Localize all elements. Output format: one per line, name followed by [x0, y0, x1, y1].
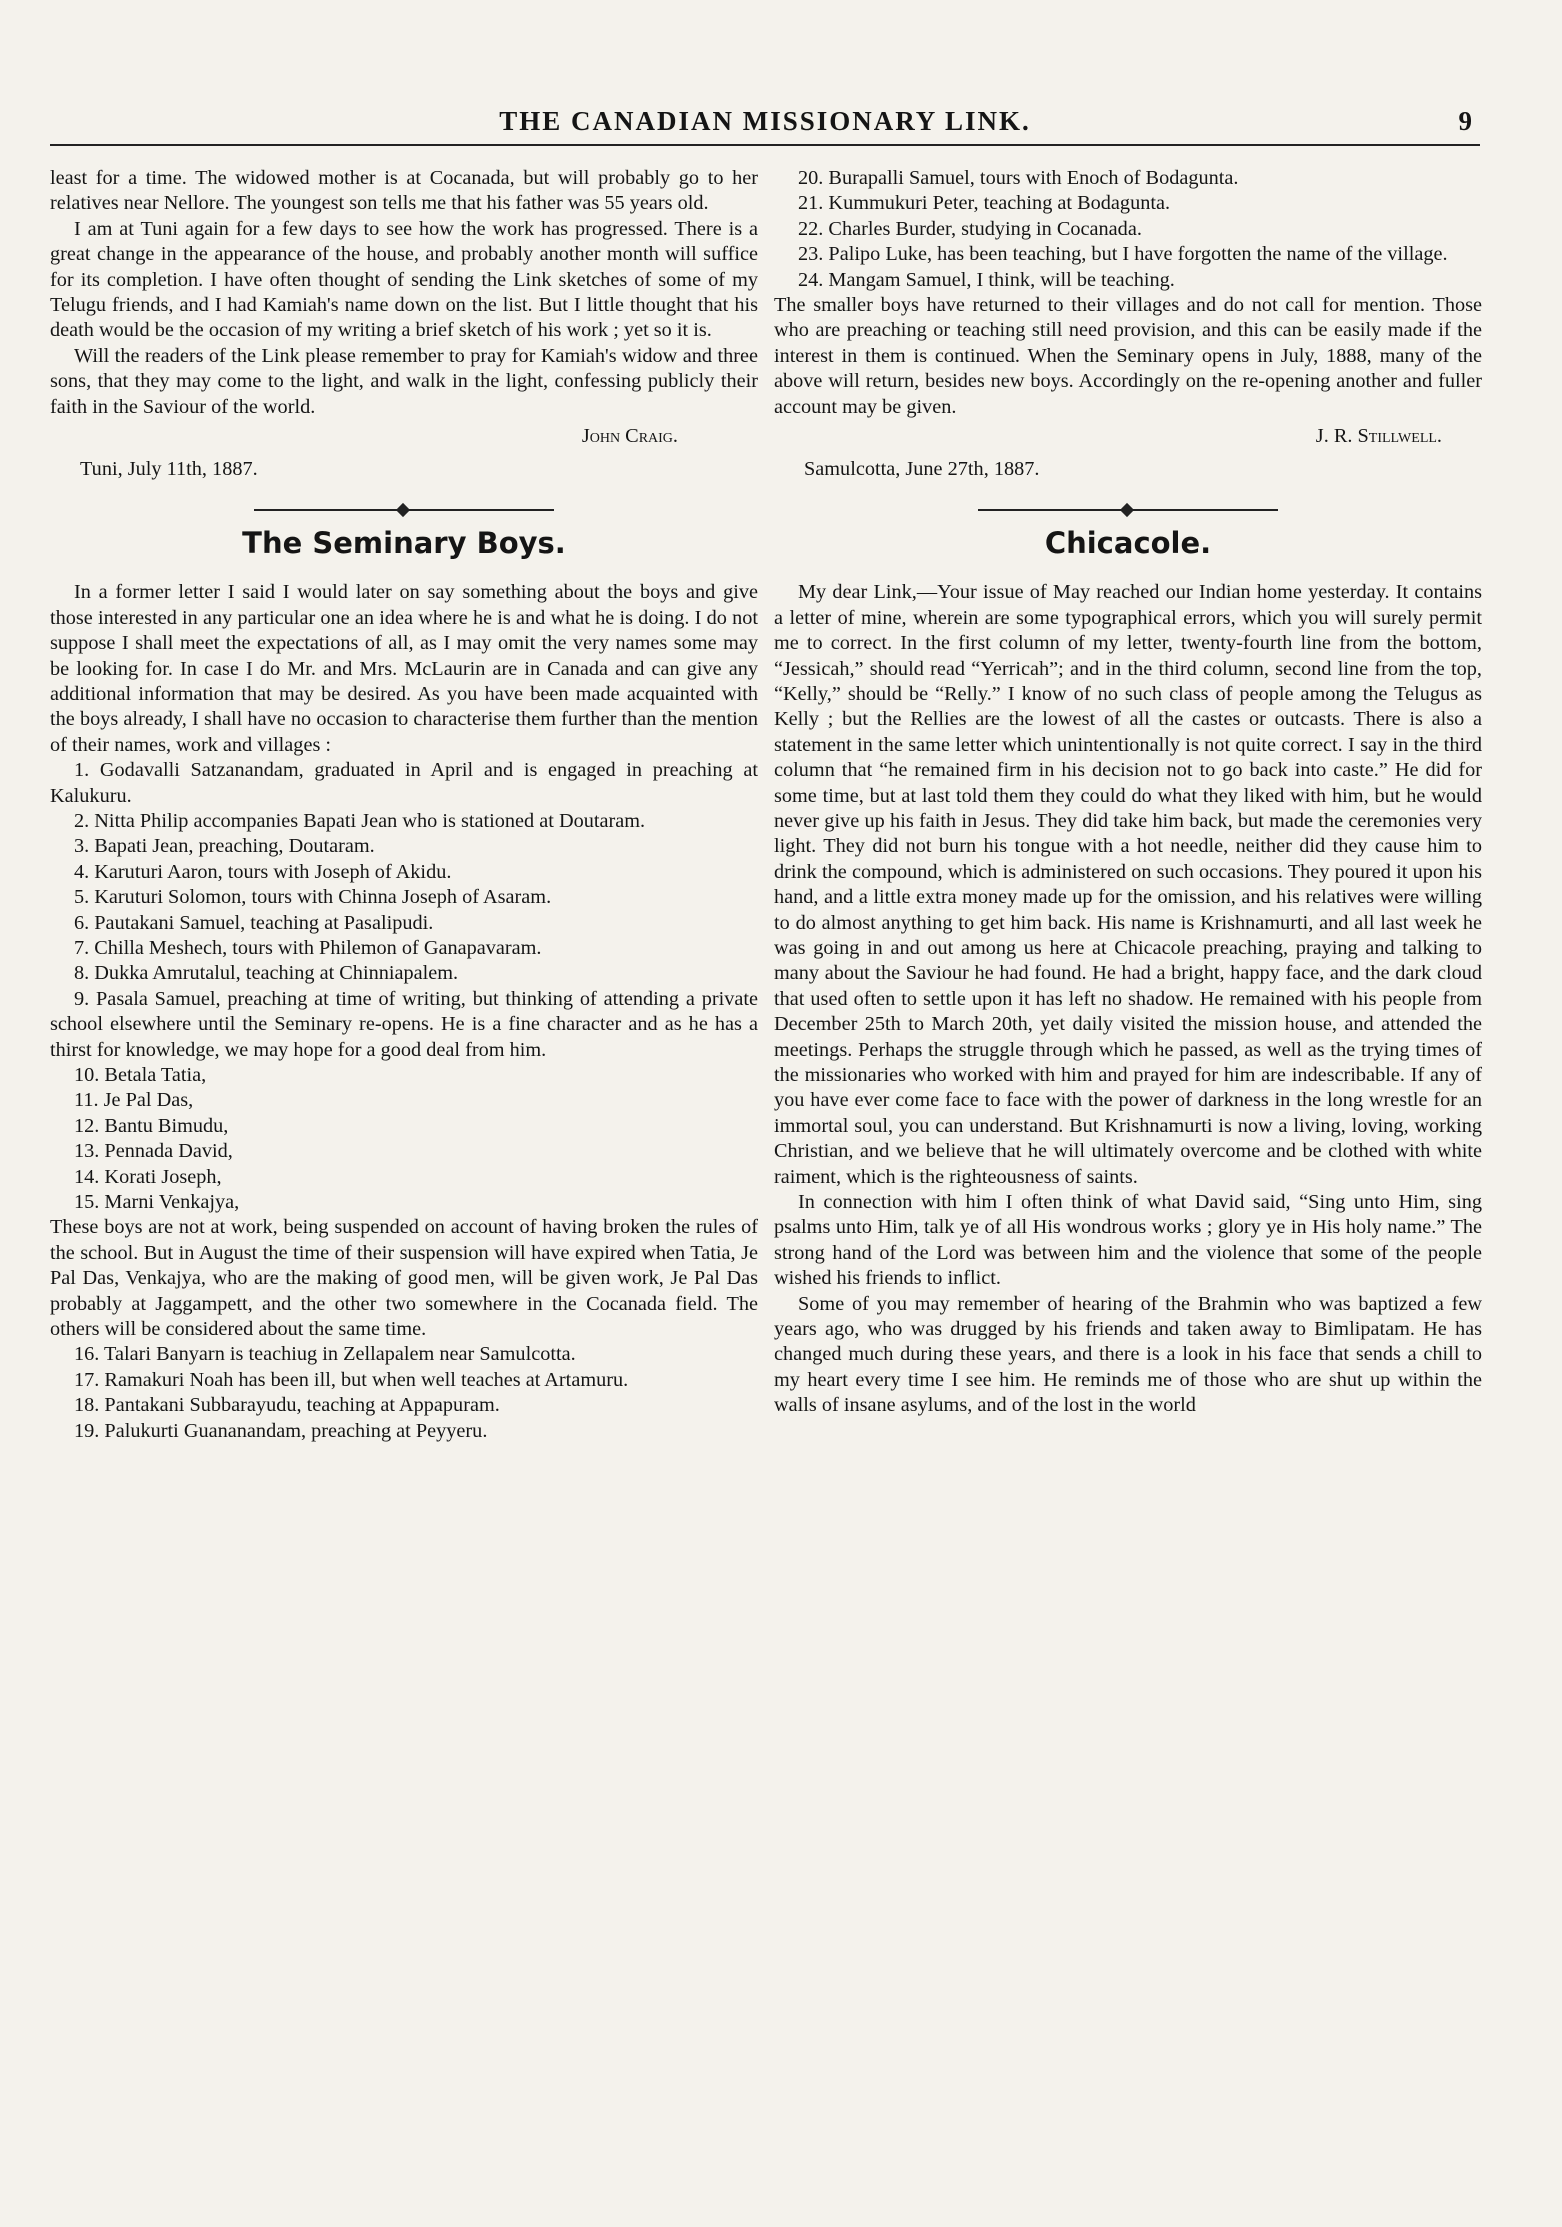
list-item: 14. Korati Joseph,: [74, 1165, 222, 1188]
list-item: 20. Burapalli Samuel, tours with Enoch of Bodagunta.: [798, 167, 1239, 189]
signature-stillwell: J. R. Stillwell.: [1315, 425, 1442, 448]
left-column: [50, 166, 758, 1444]
list-item: 7. Chilla Meshech, tours with Philemon of Ganapavaram.: [74, 936, 542, 959]
paragraph-smaller-boys: The smaller boys have returned to their villages and do not call for mention. Those who are preaching or teaching still need provision, and this can be easily made if the interest in them is continued. When the Seminary opens in July, 1888, many of the above will return, besides new boys. Accordingly on the re-opening another and fuller account may be given.: [774, 294, 1482, 418]
list-item: 18. Pantakani Subbarayudu, teaching at Appapuram.: [74, 1394, 500, 1417]
list-item: 15. Marni Venkajya,: [74, 1191, 240, 1214]
list-item: 24. Mangam Samuel, I think, will be teaching.: [798, 268, 1175, 291]
list-item: 2. Nitta Philip accompanies Bapati Jean who is stationed at Doutaram.: [74, 809, 646, 832]
list-item: 4. Karuturi Aaron, tours with Joseph of Akidu.: [74, 860, 452, 883]
page-header: [50, 104, 1480, 146]
list-item: 17. Ramakuri Noah has been ill, but when well teaches at Artamuru.: [74, 1368, 629, 1391]
boys-list-b: [50, 1342, 758, 1444]
list-item: 19. Palukurti Guananandam, preaching at Peyyeru.: [74, 1419, 488, 1442]
paragraph-intro: In a former letter I said I would later on say something about the boys and give those interested in any particular one an idea where he is and what he is doing. I do not suppose I shall meet the expectations of all, as I may omit the very names some may be looking for. In case I do Mr. and Mrs. McLaurin are in Canada and can give any additional information that may be desired. As you have been made acquainted with the boys already, I shall have no occasion to characterise them further than the mention of their names, work and villages :: [50, 581, 758, 756]
dateline: Samulcotta, June 27th, 1887.: [804, 458, 1040, 481]
paragraph: In connection with him I often think of what David said, “Sing unto Him, sing psalms unto Him, talk ye of all His wondrous works ; glory ye in His holy name.” The strong hand of the Lord was between him and the violence that some of the people wished his friends to inflict.: [774, 1191, 1482, 1290]
paragraph: Will the readers of the Link please remember to pray for Kamiah's widow and three sons, that they may come to the light, and walk in the light, confessing publicly their faith in the Saviour of the world.: [50, 344, 758, 418]
list-item: 23. Palipo Luke, has been teaching, but I have forgotten the name of the village.: [798, 243, 1448, 266]
list-item: 13. Pennada David,: [74, 1140, 233, 1163]
list-item: 5. Karuturi Solomon, tours with Chinna Joseph of Asaram.: [74, 886, 552, 909]
section-divider: [254, 509, 554, 511]
divider-ornament-icon: [1120, 503, 1134, 517]
list-item: 22. Charles Burder, studying in Cocanada.: [798, 217, 1142, 240]
page-number: 9: [1458, 106, 1472, 136]
publication-title: THE CANADIAN MISSIONARY LINK.: [499, 106, 1031, 136]
list-item: 1. Godavalli Satzanandam, graduated in April and is engaged in preaching at Kalukuru.: [50, 759, 758, 807]
list-item: 12. Bantu Bimudu,: [74, 1114, 229, 1137]
section-title-chicacole: Chicacole.: [1044, 525, 1212, 560]
list-item: 10. Betala Tatia,: [74, 1064, 207, 1086]
list-item: 21. Kummukuri Peter, teaching at Bodagunta.: [798, 192, 1171, 215]
paragraph: Some of you may remember of hearing of the Brahmin who was baptized a few years ago, who was drugged by his friends and taken away to Bimlipatam. He has changed much during these years, and there is a look in his face that sends a chill to my heart every time I see him. He reminds me of those who are shut up within the walls of insane asylums, and of the lost in the world: [774, 1292, 1482, 1417]
paragraph-continued: least for a time. The widowed mother is at Cocanada, but will probably go to her relatives near Nellore. The youngest son tells me that his father was 55 years old.: [50, 167, 758, 215]
right-column: [774, 166, 1482, 1419]
section-divider: [978, 509, 1278, 511]
paragraph: My dear Link,—Your issue of May reached our Indian home yesterday. It contains a letter of mine, wherein are some typographical errors, which you will surely permit me to correct. In the first column of my letter, twenty-fourth line from the bottom, “Jessicah,” should read “Yerricah”; and in the third column, second line from the top, “Kelly,” should be “Relly.” I know of no such class of people among the Telugus as Kelly ; but the Rellies are the lowest of all the castes or outcasts. There is also a statement in the same letter which unintentionally is not quite correct. I say in the third column that “he remained firm in his decision not to go back into caste.” He did for some time, but at last told them they could do what they liked with him, but he would never give up his faith in Jesus. They did take him back, but made the ceremonies very light. They did not burn his tongue with a hot needle, neither did they cause him to drink the compound, which is administered on such occasions. They poured it upon his hand, and a little extra money made up for the omission, and his relatives were willing to do almost anything to get him back. His name is Krishnamurti, and all last week he was going in and out among us here at Chicacole preaching, praying and talking to many about the Saviour he had found. He had a bright, happy face, and the dark cloud that used often to settle upon it has left no shadow. He remained with his people from December 25th to March 20th, yet daily visited the mission house, and attended the meetings. Perhaps the struggle through which he passed, as well as the trying times of the missionaries who worked with him and prayed for him are indescribable. If any of you have ever come face to face with the power of darkness in the long wrestle for an immortal soul, you can understand. But Krishnamurti is now a living, loving, working Christian, and we believe that he will ultimately overcome and be clothed with white raiment, which is the righteousness of saints.: [774, 581, 1482, 1188]
list-item: 16. Talari Banyarn is teachiug in Zellapalem near Samulcotta.: [74, 1343, 576, 1366]
list-item: 11. Je Pal Das,: [74, 1089, 194, 1112]
signature-john-craig: John Craig.: [581, 425, 678, 448]
boys-list-c: [774, 166, 1482, 293]
divider-ornament-icon: [396, 503, 410, 517]
list-item: 6. Pautakani Samuel, teaching at Pasalipudi.: [74, 911, 434, 934]
paragraph: I am at Tuni again for a few days to see how the work has progressed. There is a great change in the appearance of the house, and probably another month will suffice for its completion. I have often thought of sending the Link sketches of some of my Telugu friends, and I had Kamiah's name down on the list. But I little thought that his death would be the occasion of my writing a brief sketch of his work ; yet so it is.: [50, 217, 758, 342]
paragraph-suspended: These boys are not at work, being suspended on account of having broken the rules of the school. But in August the time of their suspension will have expired when Tatia, Je Pal Das, Venkajya, who are the making of good men, will be given work, Je Pal Das probably at Jaggampett, and the other two somewhere in the Cocanada field. The others will be considered about the same time.: [50, 1216, 758, 1341]
section-title-seminary-boys: The Seminary Boys.: [242, 525, 566, 560]
dateline: Tuni, July 11th, 1887.: [80, 458, 258, 481]
list-item: 3. Bapati Jean, preaching, Doutaram.: [74, 835, 375, 858]
boys-list-a: [50, 758, 758, 1215]
list-item: 8. Dukka Amrutalul, teaching at Chinniapalem.: [74, 962, 459, 985]
list-item: 9. Pasala Samuel, preaching at time of writing, but thinking of attending a private school elsewhere until the Seminary re-opens. He is a fine character and as he has a thirst for knowledge, we may hope for a good deal from him.: [50, 987, 758, 1061]
